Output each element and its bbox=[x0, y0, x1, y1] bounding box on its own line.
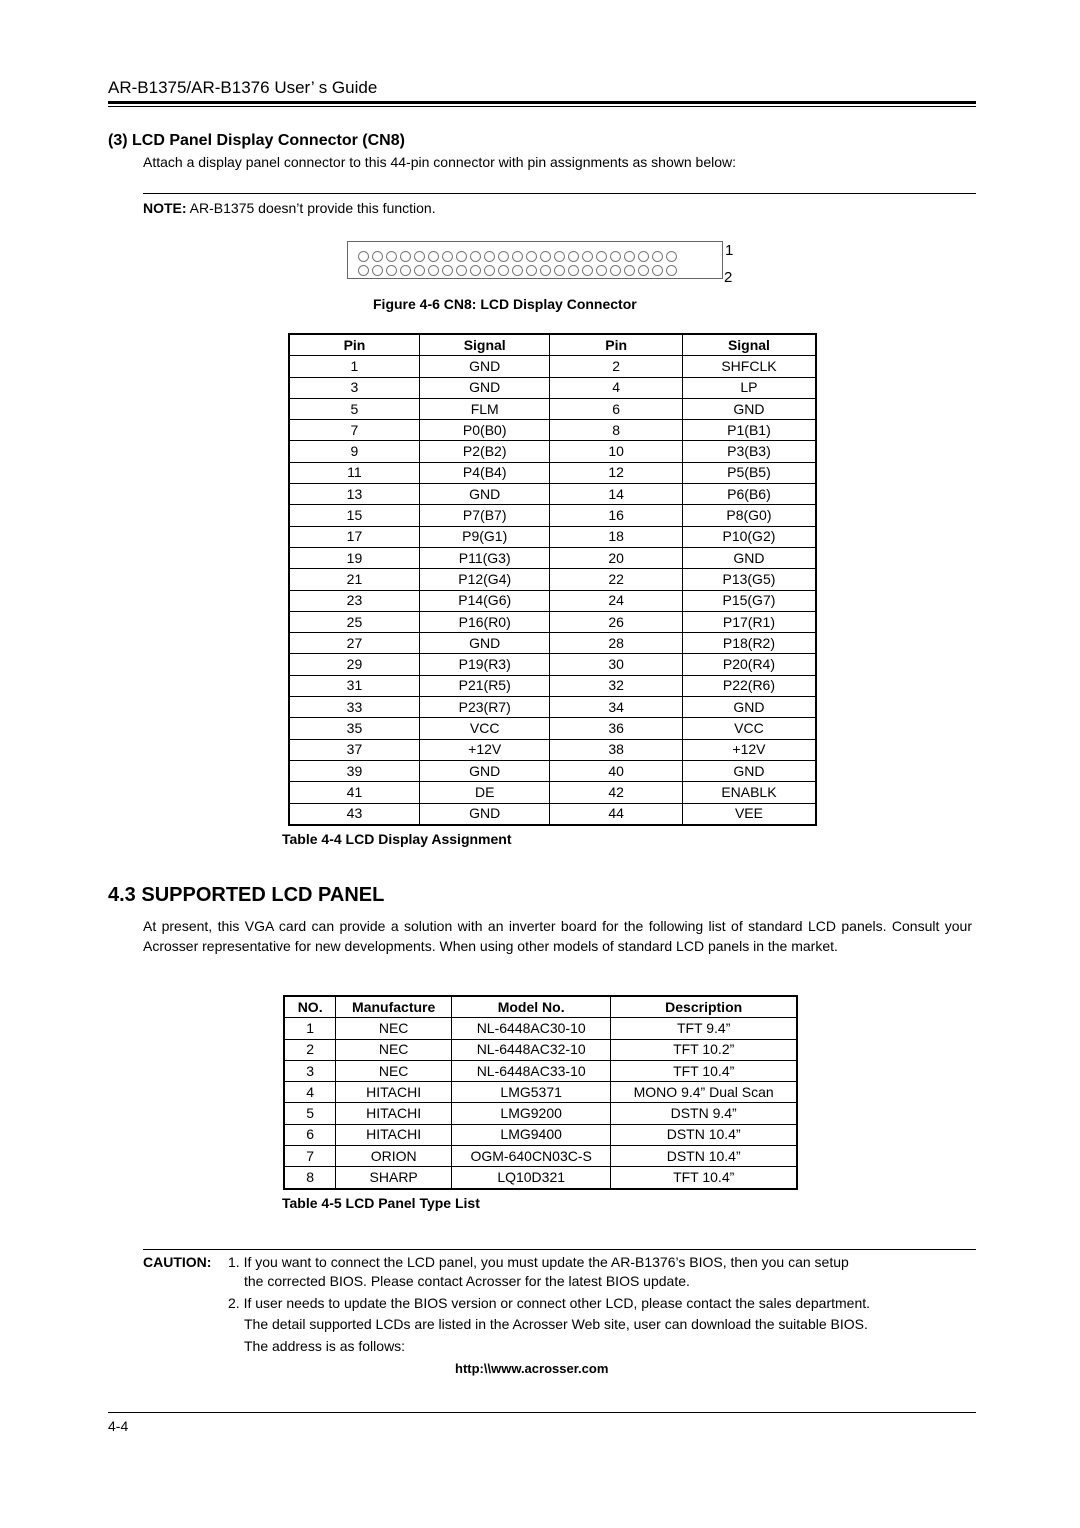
connector-pin bbox=[512, 265, 523, 276]
cell-manufacture: HITACHI bbox=[336, 1082, 452, 1103]
cell-pin: 36 bbox=[550, 718, 682, 739]
cell-signal: SHFCLK bbox=[682, 356, 816, 377]
table-row bbox=[289, 590, 816, 611]
connector-pin bbox=[512, 251, 523, 262]
table-row bbox=[289, 803, 816, 825]
cell-no: 2 bbox=[284, 1039, 336, 1060]
cell-pin: 25 bbox=[289, 611, 419, 632]
cell-signal: VCC bbox=[419, 718, 550, 739]
connector-pin bbox=[456, 251, 467, 262]
cell-pin: 29 bbox=[289, 654, 419, 675]
connector-pin bbox=[610, 265, 621, 276]
cell-no: 4 bbox=[284, 1082, 336, 1103]
cell-description: TFT 10.4” bbox=[611, 1060, 797, 1081]
connector-pin bbox=[652, 265, 663, 276]
page-header-title: AR-B1375/AR-B1376 User’ s Guide bbox=[108, 78, 378, 97]
connector-label-1: 1 bbox=[725, 242, 734, 259]
lcd-connector-diagram bbox=[347, 241, 723, 279]
table-row bbox=[284, 1124, 797, 1145]
cell-pin: 5 bbox=[289, 398, 419, 419]
connector-label-2: 2 bbox=[724, 269, 733, 286]
cell-pin: 24 bbox=[550, 590, 682, 611]
cell-pin: 32 bbox=[550, 675, 682, 696]
cell-pin: 18 bbox=[550, 526, 682, 547]
cell-no: 7 bbox=[284, 1146, 336, 1167]
table-row bbox=[289, 484, 816, 505]
cell-signal: P21(R5) bbox=[419, 675, 550, 696]
page-number: 4-4 bbox=[108, 1418, 129, 1434]
cell-manufacture: SHARP bbox=[336, 1167, 452, 1189]
cell-pin: 39 bbox=[289, 760, 419, 781]
cell-pin: 7 bbox=[289, 420, 419, 441]
connector-pin bbox=[400, 265, 411, 276]
table-row bbox=[284, 1060, 797, 1081]
caution-item2-line2: The detail supported LCDs are listed in the Acrosser Web site, user can download the suitable BIOS. bbox=[244, 1316, 868, 1332]
cell-signal: P3(B3) bbox=[682, 441, 816, 462]
cell-model-no: LMG9200 bbox=[452, 1103, 611, 1124]
connector-pin bbox=[526, 251, 537, 262]
cell-signal: P10(G2) bbox=[682, 526, 816, 547]
note bbox=[143, 200, 436, 216]
cell-signal: P1(B1) bbox=[682, 420, 816, 441]
cell-signal: FLM bbox=[419, 398, 550, 419]
table-row bbox=[289, 633, 816, 654]
cell-signal: P16(R0) bbox=[419, 611, 550, 632]
cell-pin: 11 bbox=[289, 462, 419, 483]
cell-signal: P17(R1) bbox=[682, 611, 816, 632]
header-manufacture: Manufacture bbox=[336, 996, 452, 1018]
cell-pin: 40 bbox=[550, 760, 682, 781]
cell-pin: 30 bbox=[550, 654, 682, 675]
cell-signal: GND bbox=[682, 697, 816, 718]
table-row bbox=[289, 420, 816, 441]
table-row bbox=[284, 1146, 797, 1167]
connector-pin bbox=[666, 251, 677, 262]
cell-model-no: LMG5371 bbox=[452, 1082, 611, 1103]
connector-pin bbox=[372, 251, 383, 262]
cell-no: 6 bbox=[284, 1124, 336, 1145]
cell-signal: P2(B2) bbox=[419, 441, 550, 462]
connector-pin bbox=[442, 251, 453, 262]
connector-pin bbox=[638, 251, 649, 262]
cell-signal: P6(B6) bbox=[682, 484, 816, 505]
connector-pin bbox=[582, 265, 593, 276]
cell-model-no: LQ10D321 bbox=[452, 1167, 611, 1189]
cell-pin: 13 bbox=[289, 484, 419, 505]
lcd-panel-table bbox=[283, 995, 798, 1190]
cell-signal: VCC bbox=[682, 718, 816, 739]
connector-pin bbox=[526, 265, 537, 276]
table-row bbox=[284, 1082, 797, 1103]
cell-signal: P23(R7) bbox=[419, 697, 550, 718]
connector-pin bbox=[540, 251, 551, 262]
caution-item2-line3: The address is as follows: bbox=[244, 1338, 406, 1354]
connector-pin-row-odd bbox=[358, 251, 677, 262]
connector-pin bbox=[428, 251, 439, 262]
connector-pin bbox=[582, 251, 593, 262]
cell-manufacture: HITACHI bbox=[336, 1103, 452, 1124]
cell-pin: 31 bbox=[289, 675, 419, 696]
cell-signal: P18(R2) bbox=[682, 633, 816, 654]
connector-pin bbox=[470, 251, 481, 262]
cell-pin: 10 bbox=[550, 441, 682, 462]
cell-pin: 14 bbox=[550, 484, 682, 505]
connector-pin bbox=[400, 251, 411, 262]
header-rule-thin bbox=[108, 106, 976, 107]
cell-pin: 9 bbox=[289, 441, 419, 462]
connector-pin bbox=[624, 251, 635, 262]
table-row bbox=[289, 675, 816, 696]
cell-pin: 22 bbox=[550, 569, 682, 590]
cell-model-no: NL-6448AC32-10 bbox=[452, 1039, 611, 1060]
cell-signal: GND bbox=[682, 547, 816, 568]
pin-assignment-table bbox=[288, 333, 817, 826]
connector-pin bbox=[638, 265, 649, 276]
header-signal: Signal bbox=[419, 334, 550, 356]
table-row bbox=[289, 569, 816, 590]
cell-signal: +12V bbox=[682, 739, 816, 760]
cell-pin: 21 bbox=[289, 569, 419, 590]
cell-pin: 6 bbox=[550, 398, 682, 419]
cell-pin: 20 bbox=[550, 547, 682, 568]
cell-description: TFT 9.4” bbox=[611, 1018, 797, 1039]
cell-description: DSTN 9.4” bbox=[611, 1103, 797, 1124]
header-pin: Pin bbox=[289, 334, 419, 356]
cell-model-no: NL-6448AC33-10 bbox=[452, 1060, 611, 1081]
connector-pin bbox=[610, 251, 621, 262]
table-caption-lcd-assignment: Table 4-4 LCD Display Assignment bbox=[282, 831, 512, 847]
cell-no: 8 bbox=[284, 1167, 336, 1189]
cell-signal: P13(G5) bbox=[682, 569, 816, 590]
cell-signal: GND bbox=[682, 760, 816, 781]
table-row bbox=[284, 1018, 797, 1039]
connector-pin bbox=[470, 265, 481, 276]
caution-item2-line1: 2. If user needs to update the BIOS version or connect other LCD, please contact the sales department. bbox=[228, 1295, 871, 1311]
connector-pin bbox=[414, 251, 425, 262]
cell-model-no: LMG9400 bbox=[452, 1124, 611, 1145]
acrosser-url: http:\\www.acrosser.com bbox=[455, 1361, 609, 1376]
cell-description: TFT 10.2” bbox=[611, 1039, 797, 1060]
cell-signal: P4(B4) bbox=[419, 462, 550, 483]
connector-pin bbox=[386, 251, 397, 262]
figure-caption: Figure 4-6 CN8: LCD Display Connector bbox=[373, 296, 637, 312]
cell-pin: 28 bbox=[550, 633, 682, 654]
table-row bbox=[289, 398, 816, 419]
cell-signal: P9(G1) bbox=[419, 526, 550, 547]
cell-pin: 34 bbox=[550, 697, 682, 718]
cell-signal: P8(G0) bbox=[682, 505, 816, 526]
cell-description: TFT 10.4” bbox=[611, 1167, 797, 1189]
connector-pin bbox=[554, 251, 565, 262]
table-row bbox=[289, 782, 816, 803]
header-description: Description bbox=[611, 996, 797, 1018]
connector-pin bbox=[540, 265, 551, 276]
cell-pin: 27 bbox=[289, 633, 419, 654]
cell-signal: P15(G7) bbox=[682, 590, 816, 611]
connector-pin-row-even bbox=[358, 265, 677, 276]
cell-pin: 42 bbox=[550, 782, 682, 803]
header-pin: Pin bbox=[550, 334, 682, 356]
cell-model-no: NL-6448AC30-10 bbox=[452, 1018, 611, 1039]
cell-signal: GND bbox=[682, 398, 816, 419]
connector-pin bbox=[358, 251, 369, 262]
cell-manufacture: NEC bbox=[336, 1039, 452, 1060]
cell-signal: P20(R4) bbox=[682, 654, 816, 675]
cell-pin: 33 bbox=[289, 697, 419, 718]
cell-no: 1 bbox=[284, 1018, 336, 1039]
note-rule bbox=[143, 193, 976, 194]
table-row bbox=[289, 611, 816, 632]
cell-description: MONO 9.4” Dual Scan bbox=[611, 1082, 797, 1103]
table-header-row bbox=[289, 334, 816, 356]
caution-item1-line2: the corrected BIOS. Please contact Acrosser for the latest BIOS update. bbox=[244, 1273, 690, 1289]
connector-pin bbox=[568, 265, 579, 276]
cell-manufacture: NEC bbox=[336, 1060, 452, 1081]
cell-manufacture: ORION bbox=[336, 1146, 452, 1167]
cell-pin: 44 bbox=[550, 803, 682, 825]
header-model-no: Model No. bbox=[452, 996, 611, 1018]
cell-signal: ENABLK bbox=[682, 782, 816, 803]
section-heading-supported-lcd: 4.3 SUPPORTED LCD PANEL bbox=[108, 884, 385, 906]
connector-pin bbox=[624, 265, 635, 276]
cell-pin: 17 bbox=[289, 526, 419, 547]
table-row bbox=[289, 547, 816, 568]
cell-pin: 16 bbox=[550, 505, 682, 526]
cell-signal: GND bbox=[419, 377, 550, 398]
cell-signal: P5(B5) bbox=[682, 462, 816, 483]
cell-pin: 12 bbox=[550, 462, 682, 483]
connector-pin bbox=[386, 265, 397, 276]
caution-item1-line1: 1. If you want to connect the LCD panel, you must update the AR-B1376’s BIOS, then you can setup bbox=[228, 1254, 849, 1270]
table-row bbox=[289, 356, 816, 377]
cell-no: 5 bbox=[284, 1103, 336, 1124]
connector-pin bbox=[428, 265, 439, 276]
table-row bbox=[289, 739, 816, 760]
table-caption-panel-type: Table 4-5 LCD Panel Type List bbox=[282, 1195, 480, 1211]
cell-pin: 37 bbox=[289, 739, 419, 760]
caution-label: CAUTION: bbox=[143, 1254, 212, 1270]
table-row bbox=[284, 1039, 797, 1060]
cell-signal: LP bbox=[682, 377, 816, 398]
cell-pin: 35 bbox=[289, 718, 419, 739]
table-row bbox=[289, 526, 816, 547]
cell-signal: +12V bbox=[419, 739, 550, 760]
cell-pin: 19 bbox=[289, 547, 419, 568]
table-row bbox=[289, 760, 816, 781]
cell-signal: P19(R3) bbox=[419, 654, 550, 675]
cell-pin: 2 bbox=[550, 356, 682, 377]
cell-pin: 3 bbox=[289, 377, 419, 398]
cell-signal: P12(G4) bbox=[419, 569, 550, 590]
table-row bbox=[289, 697, 816, 718]
note-text: AR-B1375 doesn’t provide this function. bbox=[186, 200, 436, 216]
cell-no: 3 bbox=[284, 1060, 336, 1081]
cell-pin: 15 bbox=[289, 505, 419, 526]
table-row bbox=[289, 718, 816, 739]
section-paragraph: At present, this VGA card can provide a solution with an inverter board for the following list of standard LCD panels. Consult your Acrosser representative for new developments. When using other models of standard LCD panels in the market. bbox=[143, 918, 972, 954]
cell-model-no: OGM-640CN03C-S bbox=[452, 1146, 611, 1167]
cell-signal: P22(R6) bbox=[682, 675, 816, 696]
cell-signal: GND bbox=[419, 484, 550, 505]
note-label: NOTE: bbox=[143, 200, 187, 216]
table-header-row bbox=[284, 996, 797, 1018]
cell-signal: GND bbox=[419, 356, 550, 377]
connector-pin bbox=[554, 265, 565, 276]
cell-pin: 23 bbox=[289, 590, 419, 611]
connector-pin bbox=[372, 265, 383, 276]
cell-signal: P11(G3) bbox=[419, 547, 550, 568]
cell-description: DSTN 10.4” bbox=[611, 1124, 797, 1145]
connector-pin bbox=[442, 265, 453, 276]
cell-pin: 8 bbox=[550, 420, 682, 441]
cell-signal: P7(B7) bbox=[419, 505, 550, 526]
cell-signal: P0(B0) bbox=[419, 420, 550, 441]
table-row bbox=[284, 1103, 797, 1124]
cell-description: DSTN 10.4” bbox=[611, 1146, 797, 1167]
cell-signal: GND bbox=[419, 633, 550, 654]
connector-pin bbox=[498, 251, 509, 262]
connector-pin bbox=[596, 251, 607, 262]
table-row bbox=[289, 441, 816, 462]
cell-signal: GND bbox=[419, 760, 550, 781]
table-row bbox=[289, 505, 816, 526]
cell-pin: 43 bbox=[289, 803, 419, 825]
header-no: NO. bbox=[284, 996, 336, 1018]
cell-pin: 38 bbox=[550, 739, 682, 760]
header-signal: Signal bbox=[682, 334, 816, 356]
cell-signal: DE bbox=[419, 782, 550, 803]
connector-pin bbox=[596, 265, 607, 276]
table-row bbox=[289, 654, 816, 675]
section-intro: Attach a display panel connector to this 44-pin connector with pin assignments as shown below: bbox=[143, 154, 737, 170]
cell-manufacture: HITACHI bbox=[336, 1124, 452, 1145]
caution-rule bbox=[143, 1249, 976, 1250]
table-row bbox=[284, 1167, 797, 1189]
section-heading-cn8: (3) LCD Panel Display Connector (CN8) bbox=[108, 132, 405, 149]
connector-pin bbox=[484, 265, 495, 276]
cell-pin: 26 bbox=[550, 611, 682, 632]
cell-pin: 41 bbox=[289, 782, 419, 803]
cell-signal: P14(G6) bbox=[419, 590, 550, 611]
connector-pin bbox=[652, 251, 663, 262]
footer-rule bbox=[108, 1412, 976, 1413]
table-row bbox=[289, 462, 816, 483]
connector-pin bbox=[568, 251, 579, 262]
connector-pin bbox=[414, 265, 425, 276]
connector-pin bbox=[498, 265, 509, 276]
connector-pin bbox=[456, 265, 467, 276]
cell-manufacture: NEC bbox=[336, 1018, 452, 1039]
header-rule-thick bbox=[108, 101, 976, 104]
connector-pin bbox=[484, 251, 495, 262]
cell-pin: 4 bbox=[550, 377, 682, 398]
cell-pin: 1 bbox=[289, 356, 419, 377]
connector-pin bbox=[358, 265, 369, 276]
connector-pin bbox=[666, 265, 677, 276]
cell-signal: GND bbox=[419, 803, 550, 825]
table-row bbox=[289, 377, 816, 398]
cell-signal: VEE bbox=[682, 803, 816, 825]
